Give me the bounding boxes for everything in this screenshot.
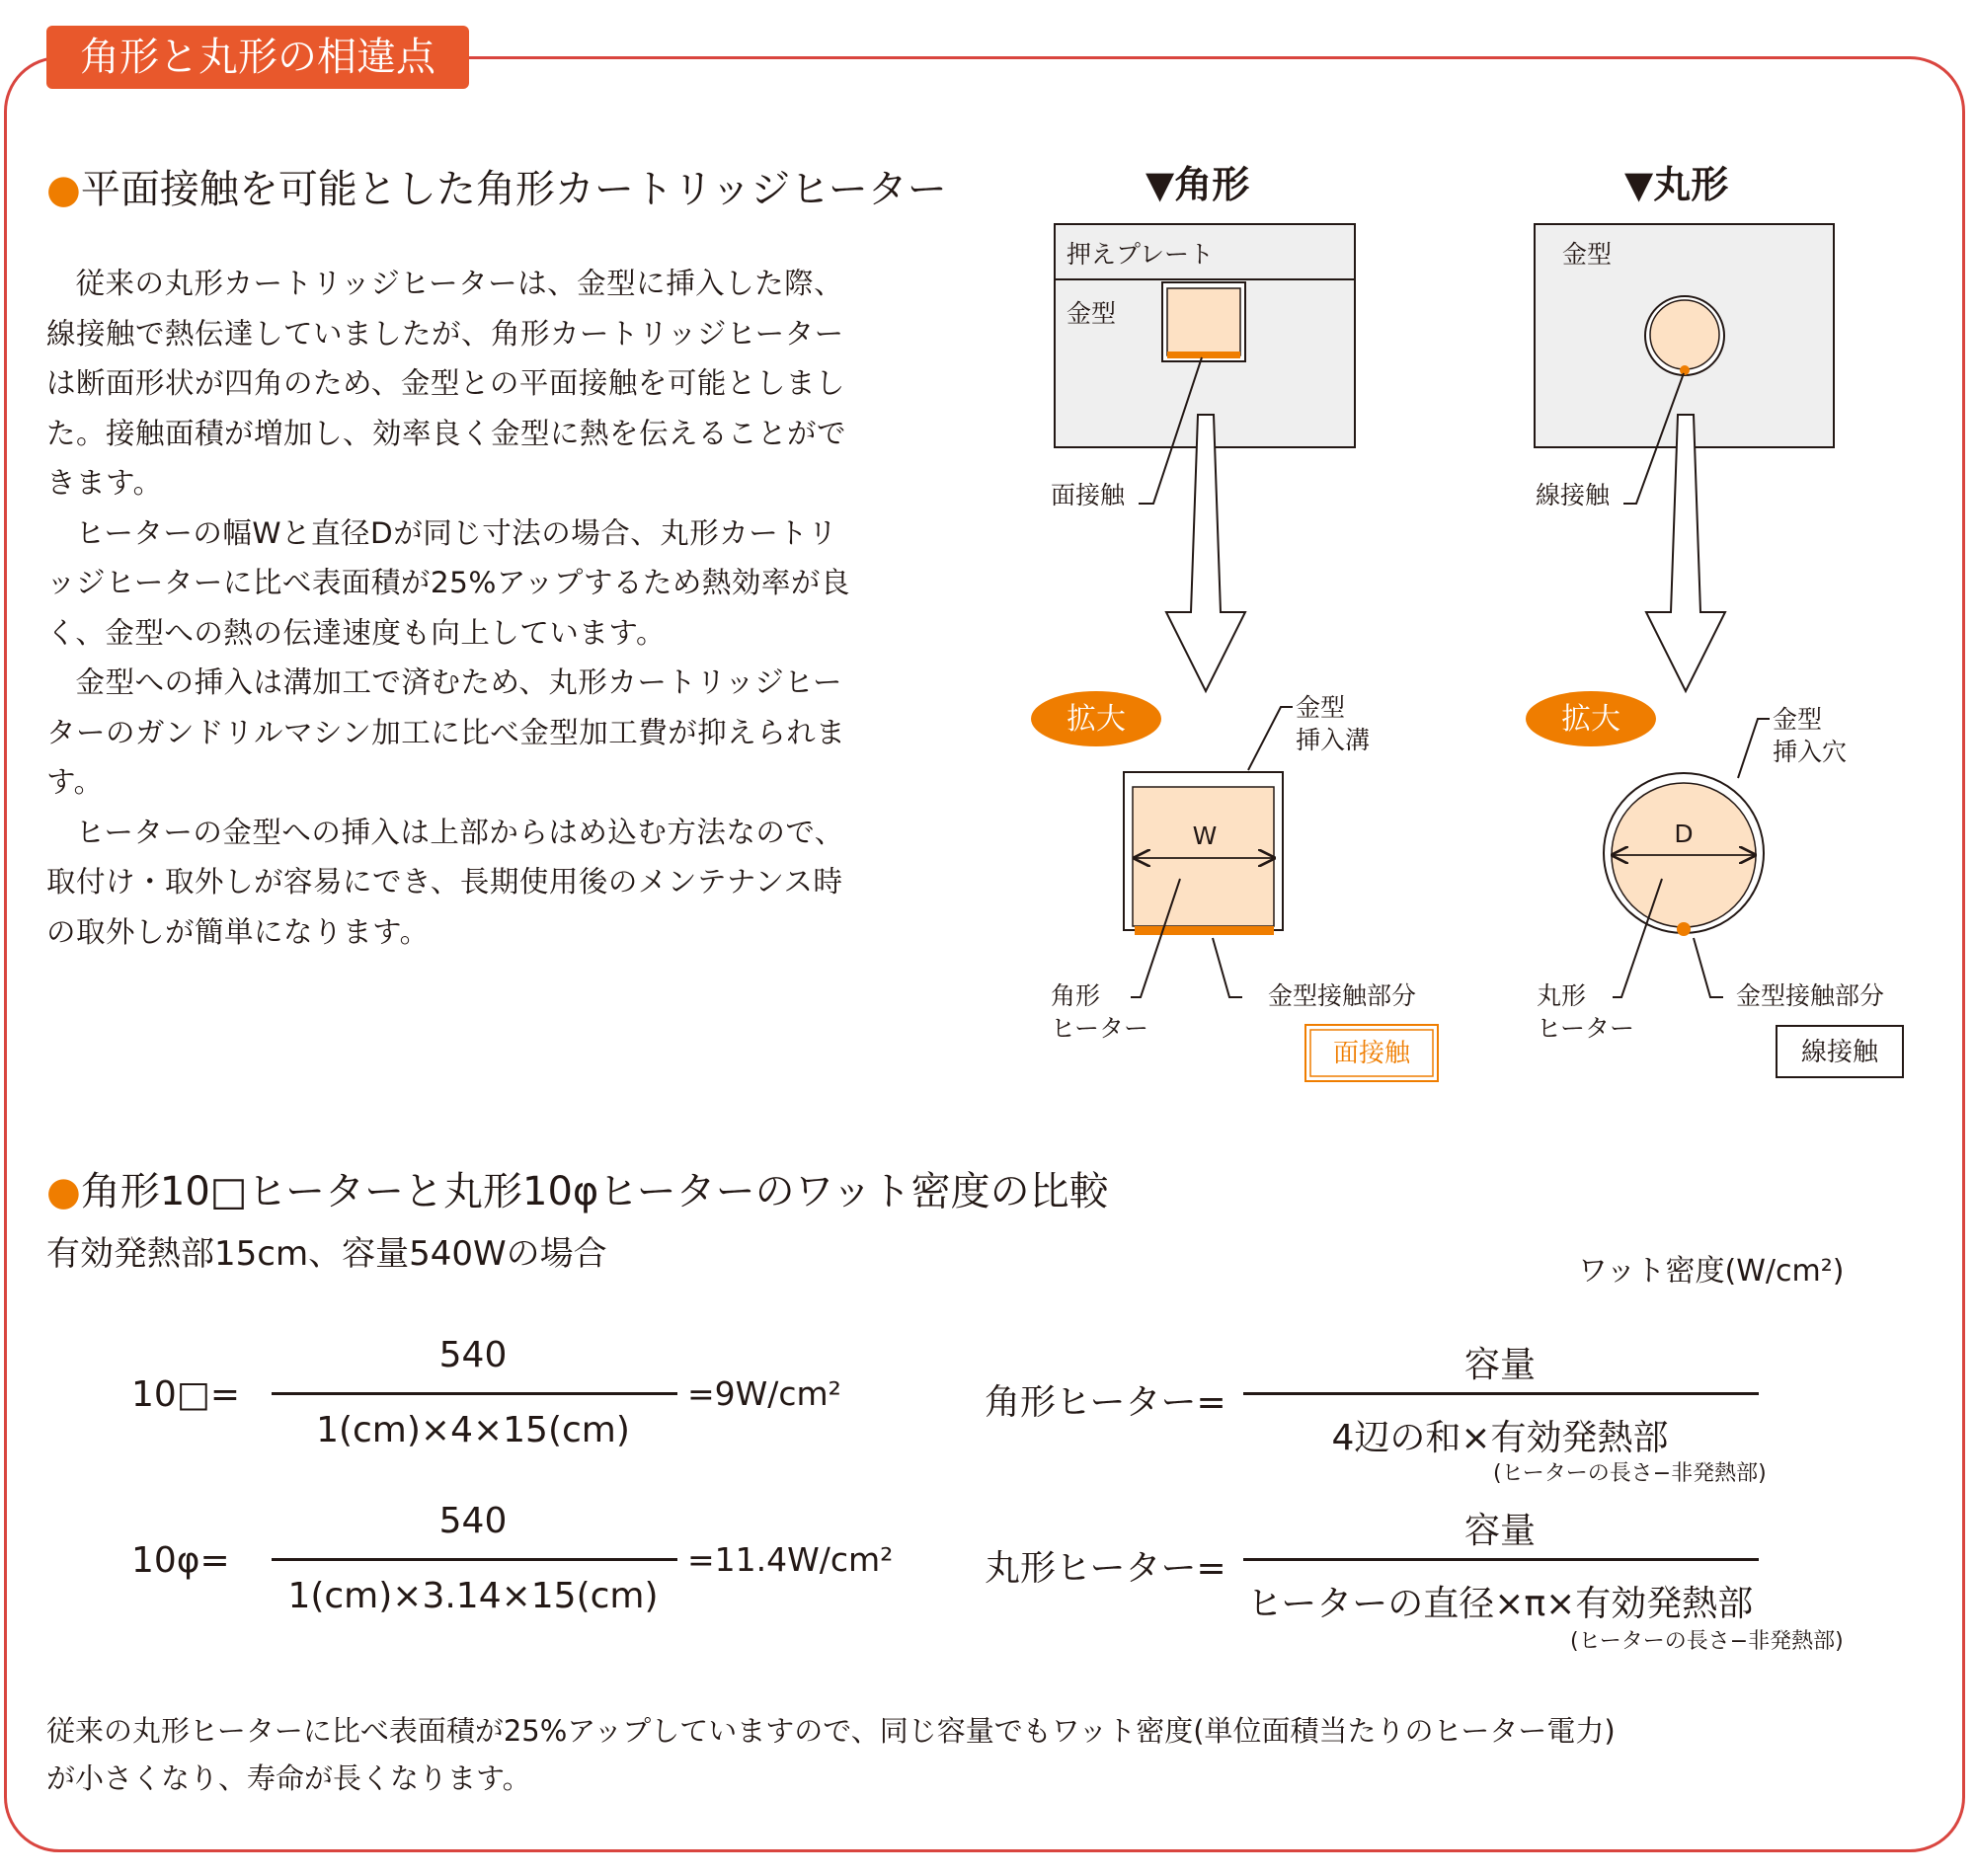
- round-contact-part-label: 金型接触部分: [1736, 981, 1885, 1010]
- conclusion-line-1: 従来の丸形ヒーターに比べ表面積が25%アップしていますので、同じ容量でもワット密度(単位面積当たりのヒーター電力): [46, 1714, 1616, 1748]
- eq2-lhs: 10φ=: [131, 1540, 230, 1581]
- section2-heading-text: 角形10□ヒーターと丸形10φヒーターのワット密度の比較: [80, 1169, 1109, 1214]
- groove-label-1: 金型: [1296, 693, 1346, 722]
- round-mold-label: 金型: [1562, 240, 1613, 269]
- section2-subheading: 有効発熱部15cm、容量540Wの場合: [46, 1234, 607, 1274]
- diameter-label: D: [1674, 820, 1694, 848]
- formula1-fraction-bar: [1243, 1392, 1759, 1395]
- square-contact-box-label: 面接触: [1332, 1039, 1411, 1068]
- section1-heading-text: 平面接触を可能とした角形カートリッジヒーター: [80, 167, 947, 212]
- eq2-result: =11.4W/cm²: [687, 1540, 894, 1579]
- square-heater-large: [1133, 787, 1274, 926]
- paragraph: ヒーターの金型への挿入は上部からはめ込む方法なので、取付け・取外しが容易にでき、長期使用後のメンテナンス時の取外しが簡単になります。: [46, 815, 844, 949]
- leader-line: [1248, 707, 1293, 770]
- round-heater-label-1: 丸形: [1537, 981, 1587, 1010]
- square-contact-face-small: [1167, 352, 1240, 358]
- formula1-denominator: 4辺の和×有効発熱部: [1331, 1418, 1669, 1458]
- hole-label-2: 挿入穴: [1773, 738, 1848, 766]
- formula1-note: (ヒーターの長さ−非発熱部): [1493, 1461, 1767, 1486]
- formula2-lhs: 丸形ヒーター=: [985, 1548, 1226, 1589]
- unit-label: ワット密度(W/cm²): [1578, 1254, 1845, 1289]
- bullet-icon: ●: [46, 167, 81, 212]
- leader-line: [1694, 938, 1723, 997]
- round-contact-box-label: 線接触: [1800, 1038, 1879, 1067]
- square-title: ▼角形: [1146, 163, 1250, 206]
- section2-heading: [46, 1160, 1109, 1216]
- square-heater-label-2: ヒーター: [1051, 1014, 1149, 1043]
- square-mold-label: 金型: [1066, 299, 1117, 328]
- bullet-icon: ●: [46, 1169, 81, 1214]
- formula1-lhs: 角形ヒーター=: [985, 1382, 1226, 1423]
- square-contact-face-large: [1135, 926, 1274, 935]
- eq1-lhs: 10□=: [131, 1374, 240, 1415]
- round-contact-label: 線接触: [1536, 481, 1611, 509]
- square-contact-part-label: 金型接触部分: [1268, 981, 1417, 1010]
- round-title: ▼丸形: [1624, 163, 1729, 206]
- groove-label-2: 挿入溝: [1296, 726, 1371, 754]
- eq1-denominator: 1(cm)×4×15(cm): [316, 1410, 630, 1450]
- formula2-numerator: 容量: [1463, 1511, 1536, 1551]
- paragraph: 金型への挿入は溝加工で済むため、丸形カートリッジヒーターのガンドリルマシン加工に比べ金型加工費が抑えられます。: [46, 665, 846, 799]
- paragraph: 従来の丸形カートリッジヒーターは、金型に挿入した際、線接触で熱伝達していましたが、角形カートリッジヒーターは断面形状が四角のため、金型との平面接触を可能としました。接触面積が増加し、効率良く金型に熱を伝えることができます。: [46, 267, 847, 500]
- formula2-denominator: ヒーターの直径×π×有効発熱部: [1246, 1584, 1754, 1624]
- eq1-result: =9W/cm²: [687, 1374, 841, 1413]
- formula2-fraction-bar: [1243, 1558, 1759, 1561]
- round-contact-point-small: [1680, 365, 1690, 375]
- paragraph: ヒーターの幅Wと直径Dが同じ寸法の場合、丸形カートリッジヒーターに比べ表面積が25%アップするため熱効率が良く、金型への熱の伝達速度も向上しています。: [46, 515, 850, 650]
- plate-label: 押えプレート: [1066, 240, 1215, 269]
- round-zoom-label: 拡大: [1561, 702, 1620, 737]
- section-tab-title: 角形と丸形の相違点: [46, 26, 469, 89]
- square-heater-label-1: 角形: [1051, 981, 1101, 1010]
- square-heater-small: [1167, 288, 1240, 355]
- formula2-note: (ヒーターの長さ−非発熱部): [1570, 1629, 1844, 1654]
- hole-label-1: 金型: [1773, 705, 1823, 734]
- eq2-fraction-bar: [272, 1558, 677, 1561]
- eq2-numerator: 540: [438, 1501, 508, 1541]
- round-zoom-arrow: [1646, 415, 1725, 691]
- formula1-numerator: 容量: [1463, 1345, 1536, 1385]
- eq2-denominator: 1(cm)×3.14×15(cm): [287, 1576, 659, 1616]
- conclusion-line-2: が小さくなり、寿命が長くなります。: [46, 1761, 531, 1795]
- eq1-fraction-bar: [272, 1392, 677, 1395]
- eq1-numerator: 540: [438, 1335, 508, 1375]
- square-zoom-arrow: [1166, 415, 1245, 691]
- round-heater-label-2: ヒーター: [1537, 1014, 1635, 1043]
- round-heater-small: [1650, 300, 1719, 369]
- square-zoom-label: 拡大: [1066, 702, 1126, 737]
- leader-line: [1738, 719, 1770, 778]
- round-contact-point-large: [1677, 922, 1691, 936]
- width-label: W: [1192, 821, 1218, 850]
- leader-line: [1213, 938, 1242, 997]
- square-contact-label: 面接触: [1051, 481, 1126, 509]
